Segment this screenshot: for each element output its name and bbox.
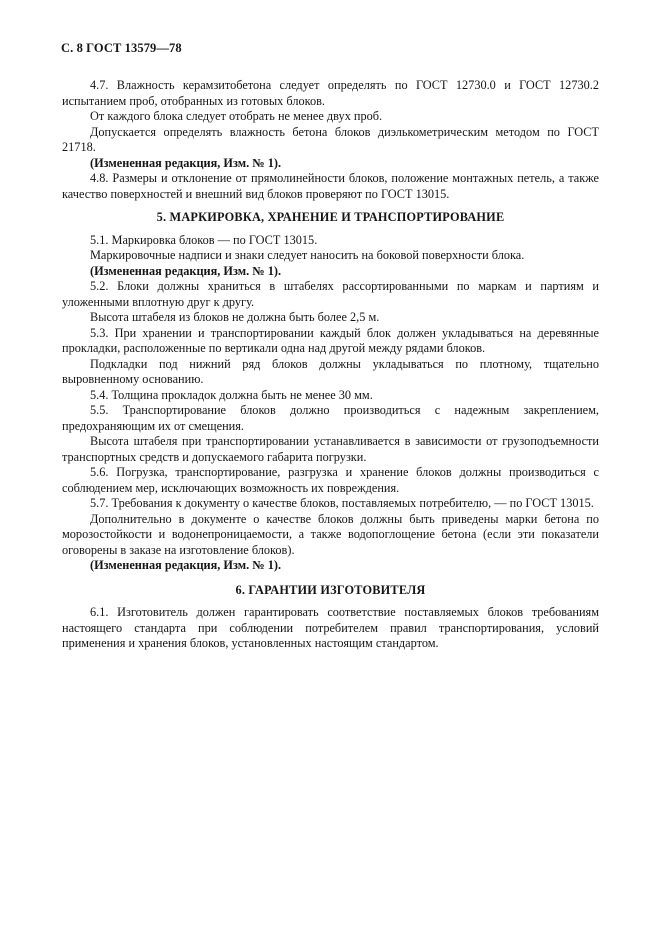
paragraph-5-1: 5.1. Маркировка блоков — по ГОСТ 13015. xyxy=(90,232,318,247)
paragraph-5-2: 5.2. Блоки должны храниться в штабелях рассортированными по маркам и партиям и уложенными вплотную друг к другу. xyxy=(62,279,599,309)
paragraph-4-7-method: Допускается определять влажность бетона блоков диэлькометрическим методом по ГОСТ 21718. xyxy=(62,124,599,154)
paragraph-5-6: 5.6. Погрузка, транспортирование, разгрузка и хранение блоков должны производиться с соблюдением мер, исключающих возможность их повреждения. xyxy=(62,465,599,495)
paragraph-5-1-marks: Маркировочные надписи и знаки следует наносить на боковой поверхности блока. xyxy=(90,248,525,262)
paragraph-4-7: 4.7. Влажность керамзитобетона следует определять по ГОСТ 12730.0 и ГОСТ 12730.2 испытанием проб, отобранных из готовых блоков. xyxy=(62,78,599,108)
paragraph-5-3-base: Подкладки под нижний ряд блоков должны укладываться по плотному, тщательно выровненному основанию. xyxy=(62,356,599,386)
page-header: С. 8 ГОСТ 13579—78 xyxy=(61,41,182,55)
amendment-note: (Измененная редакция, Изм. № 1). xyxy=(90,263,282,278)
paragraph-4-7-samples: От каждого блока следует отобрать не менее двух проб. xyxy=(90,109,383,123)
paragraph-6-1: 6.1. Изготовитель должен гарантировать соответствие поставляемых блоков требованиям настоящего стандарта при соблюдении потребителем правил транспортирования, условий применения и хранения блоков, установленных настоящим стандартом. xyxy=(62,605,599,650)
paragraph-5-5: 5.5. Транспортирование блоков должно производиться с надежным закреплением, предохраняющим их от смещения. xyxy=(62,403,599,433)
paragraph-4-8: 4.8. Размеры и отклонение от прямолинейности блоков, положение монтажных петель, а также качество поверхностей и внешний вид блоков проверяют по ГОСТ 13015. xyxy=(62,171,599,201)
amendment-note: (Измененная редакция, Изм. № 1). xyxy=(90,155,282,170)
section-6-title: 6. ГАРАНТИИ ИЗГОТОВИТЕЛЯ xyxy=(235,582,426,597)
paragraph-5-7: 5.7. Требования к документу о качестве блоков, поставляемых потребителю, — по ГОСТ 13015. xyxy=(90,496,594,510)
paragraph-5-4: 5.4. Толщина прокладок должна быть не менее 30 мм. xyxy=(90,387,373,402)
paragraph-5-3: 5.3. При хранении и транспортировании каждый блок должен укладываться на деревянные прокладки, расположенные по вертикали одна над другой между рядами блоков. xyxy=(62,325,599,355)
document-page xyxy=(62,40,599,652)
paragraph-5-7-additional: Дополнительно в документе о качестве блоков должны быть приведены марки бетона по морозостойкости и водонепроницаемости, а также водопоглощение бетона (если эти показатели оговорены в заказе на изготовление блоков). xyxy=(62,511,599,557)
paragraph-5-2-height: Высота штабеля из блоков не должна быть более 2,5 м. xyxy=(90,310,380,324)
amendment-note: (Измененная редакция, Изм. № 1). xyxy=(90,558,282,572)
paragraph-5-5-height: Высота штабеля при транспортировании устанавливается в зависимости от грузоподъемности транспортных средств и допускаемого габарита погрузки. xyxy=(62,434,599,464)
section-5-title: 5. МАРКИРОВКА, ХРАНЕНИЕ И ТРАНСПОРТИРОВАНИЕ xyxy=(156,210,505,224)
